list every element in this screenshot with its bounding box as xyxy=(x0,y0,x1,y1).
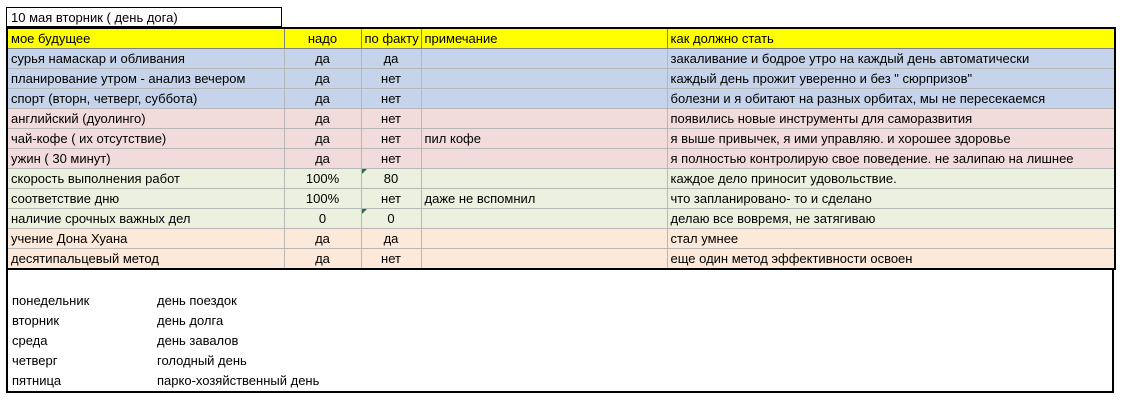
weekday-label[interactable]: вторник xyxy=(12,313,60,328)
weekday-theme[interactable]: голодный день xyxy=(157,353,247,368)
table-row xyxy=(7,169,1115,189)
cell-fact[interactable]: 80 xyxy=(361,169,421,189)
cell-fact[interactable]: 0 xyxy=(361,209,421,229)
cell-goal[interactable]: я полностью контролирую свое поведение. не залипаю на лишнее xyxy=(667,149,1115,169)
cell-goal[interactable]: что запланировано- то и сделано xyxy=(667,189,1115,209)
cell-need[interactable]: да xyxy=(284,89,361,109)
table-row xyxy=(7,229,1115,249)
cell-name[interactable]: скорость выполнения работ xyxy=(7,169,284,189)
cell-note[interactable] xyxy=(421,49,667,69)
header-future[interactable]: мое будущее xyxy=(7,28,284,49)
header-goal[interactable]: как должно стать xyxy=(667,28,1115,49)
weekday-schedule xyxy=(6,269,1114,393)
weekday-label[interactable]: четверг xyxy=(12,353,58,368)
weekday-theme[interactable]: парко-хозяйственный день xyxy=(157,373,320,388)
cell-note[interactable] xyxy=(421,149,667,169)
weekday-label[interactable]: понедельник xyxy=(12,293,90,308)
cell-note[interactable] xyxy=(421,69,667,89)
cell-note[interactable] xyxy=(421,229,667,249)
cell-name[interactable]: английский (дуолинго) xyxy=(7,109,284,129)
cell-goal[interactable]: появились новые инструменты для саморазвития xyxy=(667,109,1115,129)
table-row xyxy=(7,249,1115,270)
cell-fact[interactable]: нет xyxy=(361,189,421,209)
cell-fact[interactable]: да xyxy=(361,49,421,69)
cell-name[interactable]: десятипальцевый метод xyxy=(7,249,284,270)
header-need[interactable]: надо xyxy=(284,28,361,49)
cell-note[interactable]: даже не вспомнил xyxy=(421,189,667,209)
cell-note[interactable] xyxy=(421,249,667,270)
cell-need[interactable]: 0 xyxy=(284,209,361,229)
cell-goal[interactable]: делаю все вовремя, не затягиваю xyxy=(667,209,1115,229)
cell-name[interactable]: планирование утром - анализ вечером xyxy=(7,69,284,89)
weekday-theme[interactable]: день завалов xyxy=(157,333,239,348)
table-row xyxy=(7,89,1115,109)
cell-name[interactable]: ужин ( 30 минут) xyxy=(7,149,284,169)
cell-fact[interactable]: да xyxy=(361,229,421,249)
cell-goal[interactable]: закаливание и бодрое утро на каждый день автоматически xyxy=(667,49,1115,69)
table-row xyxy=(7,209,1115,229)
cell-name[interactable]: соответствие дню xyxy=(7,189,284,209)
cell-note[interactable] xyxy=(421,89,667,109)
cell-fact[interactable]: нет xyxy=(361,69,421,89)
cell-need[interactable]: да xyxy=(284,49,361,69)
cell-fact[interactable]: нет xyxy=(361,249,421,270)
header-fact[interactable]: по факту xyxy=(361,28,421,49)
cell-note[interactable] xyxy=(421,169,667,189)
cell-need[interactable]: да xyxy=(284,229,361,249)
weekday-theme[interactable]: день поездок xyxy=(157,293,237,308)
cell-note[interactable]: пил кофе xyxy=(421,129,667,149)
cell-need[interactable]: да xyxy=(284,149,361,169)
table-row xyxy=(7,69,1115,89)
cell-name[interactable]: сурья намаскар и обливания xyxy=(7,49,284,69)
cell-goal[interactable]: я выше привычек, я ими управляю. и хорошее здоровье xyxy=(667,129,1115,149)
cell-goal[interactable]: каждое дело приносит удовольствие. xyxy=(667,169,1115,189)
weekday-label[interactable]: среда xyxy=(12,333,48,348)
cell-goal[interactable]: каждый день прожит уверенно и без " сюрпризов" xyxy=(667,69,1115,89)
cell-fact[interactable]: нет xyxy=(361,149,421,169)
cell-need[interactable]: да xyxy=(284,129,361,149)
cell-name[interactable]: учение Дона Хуана xyxy=(7,229,284,249)
cell-goal[interactable]: болезни и я обитают на разных орбитах, мы не пересекаемся xyxy=(667,89,1115,109)
cell-fact[interactable]: нет xyxy=(361,129,421,149)
header-row xyxy=(7,28,1115,49)
table-row xyxy=(7,109,1115,129)
weekday-label[interactable]: пятница xyxy=(12,373,62,388)
cell-note[interactable] xyxy=(421,109,667,129)
table-row xyxy=(7,189,1115,209)
cell-name[interactable]: чай-кофе ( их отсутствие) xyxy=(7,129,284,149)
weekday-theme[interactable]: день долга xyxy=(157,313,224,328)
table-row xyxy=(7,49,1115,69)
cell-need[interactable]: 100% xyxy=(284,189,361,209)
cell-note[interactable] xyxy=(421,209,667,229)
table-row xyxy=(7,129,1115,149)
cell-fact[interactable]: нет xyxy=(361,109,421,129)
cell-name[interactable]: наличие срочных важных дел xyxy=(7,209,284,229)
cell-fact[interactable]: нет xyxy=(361,89,421,109)
header-note[interactable]: примечание xyxy=(421,28,667,49)
cell-name[interactable]: спорт (вторн, четверг, суббота) xyxy=(7,89,284,109)
cell-need[interactable]: да xyxy=(284,109,361,129)
habit-table xyxy=(6,27,1116,270)
cell-need[interactable]: да xyxy=(284,69,361,89)
table-row xyxy=(7,149,1115,169)
title-cell[interactable]: 10 мая вторник ( день дога) xyxy=(6,7,282,27)
cell-goal[interactable]: еще один метод эффективности освоен xyxy=(667,249,1115,270)
cell-need[interactable]: 100% xyxy=(284,169,361,189)
cell-goal[interactable]: стал умнее xyxy=(667,229,1115,249)
cell-need[interactable]: да xyxy=(284,249,361,270)
